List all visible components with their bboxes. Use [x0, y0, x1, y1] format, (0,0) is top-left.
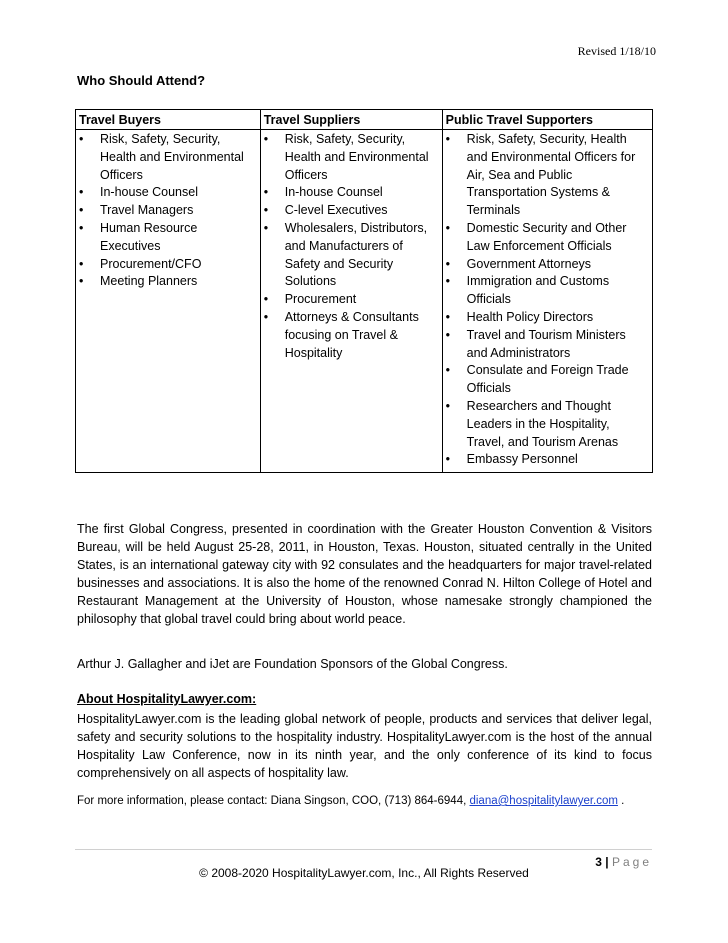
congress-paragraph: The first Global Congress, presented in coordination with the Greater Houston Convention & Visitors Bureau, will be held August 25-28, 2011, in Houston, Texas. Houston, situated centrally in the United States, is an international gateway city with 92 consulates and the headquarters for major travel-related businesses and associations. It is also the home of the renowned Conrad N. Hilton College of Hotel and Restaurant Management at the University of Houston, whose namesake strongly championed the philosophy that global travel could bring about world peace.: [77, 522, 652, 626]
column-heading-public-travel-supporters: Public Travel Supporters: [442, 110, 652, 130]
list-item: • Consulate and Foreign Trade Officials: [446, 362, 650, 398]
travel-suppliers-cell: [260, 130, 442, 473]
contact-email-link[interactable]: diana@hospitalitylawyer.com: [469, 795, 618, 807]
travel-buyers-list: [79, 131, 258, 291]
list-item: • In-house Counsel: [79, 184, 258, 202]
public-travel-supporters-list: [446, 131, 650, 469]
footer-divider: [75, 849, 652, 850]
list-item: • Government Attorneys: [446, 256, 650, 274]
list-item: • Wholesalers, Distributors, and Manufacturers of Safety and Security Solutions: [264, 220, 440, 291]
list-item: • Health Policy Directors: [446, 309, 650, 327]
about-heading: About HospitalityLawyer.com:: [77, 692, 257, 706]
list-item: • Researchers and Thought Leaders in the Hospitality, Travel, and Tourism Arenas: [446, 398, 650, 451]
list-item: • In-house Counsel: [264, 184, 440, 202]
contact-line: [77, 793, 667, 809]
list-item: • Procurement: [264, 291, 440, 309]
list-item: • Attorneys & Consultants focusing on Travel & Hospitality: [264, 309, 440, 362]
section-title: Who Should Attend?: [77, 73, 206, 88]
contact-suffix: .: [617, 795, 625, 807]
column-heading-travel-suppliers: Travel Suppliers: [260, 110, 442, 130]
list-item: • Travel and Tourism Ministers and Administrators: [446, 327, 650, 363]
sponsors-paragraph: Arthur J. Gallagher and iJet are Foundation Sponsors of the Global Congress.: [77, 657, 508, 671]
contact-text: For more information, please contact: Diana Singson, COO, (713) 864-6944,: [77, 795, 470, 807]
list-item: • Procurement/CFO: [79, 256, 258, 274]
travel-suppliers-list: [264, 131, 440, 362]
list-item: • Human Resource Executives: [79, 220, 258, 256]
copyright-notice: © 2008-2020 HospitalityLawyer.com, Inc., All Rights Reserved: [199, 866, 529, 880]
list-item: • Risk, Safety, Security, Health and Environmental Officers for Air, Sea and Public Transportation Systems & Terminals: [446, 131, 650, 220]
column-heading-travel-buyers: Travel Buyers: [76, 110, 261, 130]
revised-date: Revised 1/18/10: [577, 44, 656, 58]
list-item: • Risk, Safety, Security, Health and Environmental Officers: [264, 131, 440, 184]
about-paragraph: HospitalityLawyer.com is the leading global network of people, products and services that deliver legal, safety and security solutions to the hospitality industry. HospitalityLawyer.com is the host of the annual Hospitality Law Conference, now in its ninth year, and the only conference of its kind to focus comprehensively on all aspects of hospitality law.: [77, 712, 652, 780]
attendee-table: [75, 109, 653, 473]
list-item: • Travel Managers: [79, 202, 258, 220]
list-item: • Domestic Security and Other Law Enforcement Officials: [446, 220, 650, 256]
page-label: Page: [611, 855, 652, 869]
travel-buyers-cell: [76, 130, 261, 473]
list-item: • Immigration and Customs Officials: [446, 273, 650, 309]
list-item: • Embassy Personnel: [446, 451, 650, 469]
public-travel-supporters-cell: [442, 130, 652, 473]
list-item: • Risk, Safety, Security, Health and Environmental Officers: [79, 131, 258, 184]
list-item: • C-level Executives: [264, 202, 440, 220]
page-number-separator: |: [601, 855, 612, 869]
page-number-value: 3: [595, 855, 602, 869]
list-item: • Meeting Planners: [79, 273, 258, 291]
